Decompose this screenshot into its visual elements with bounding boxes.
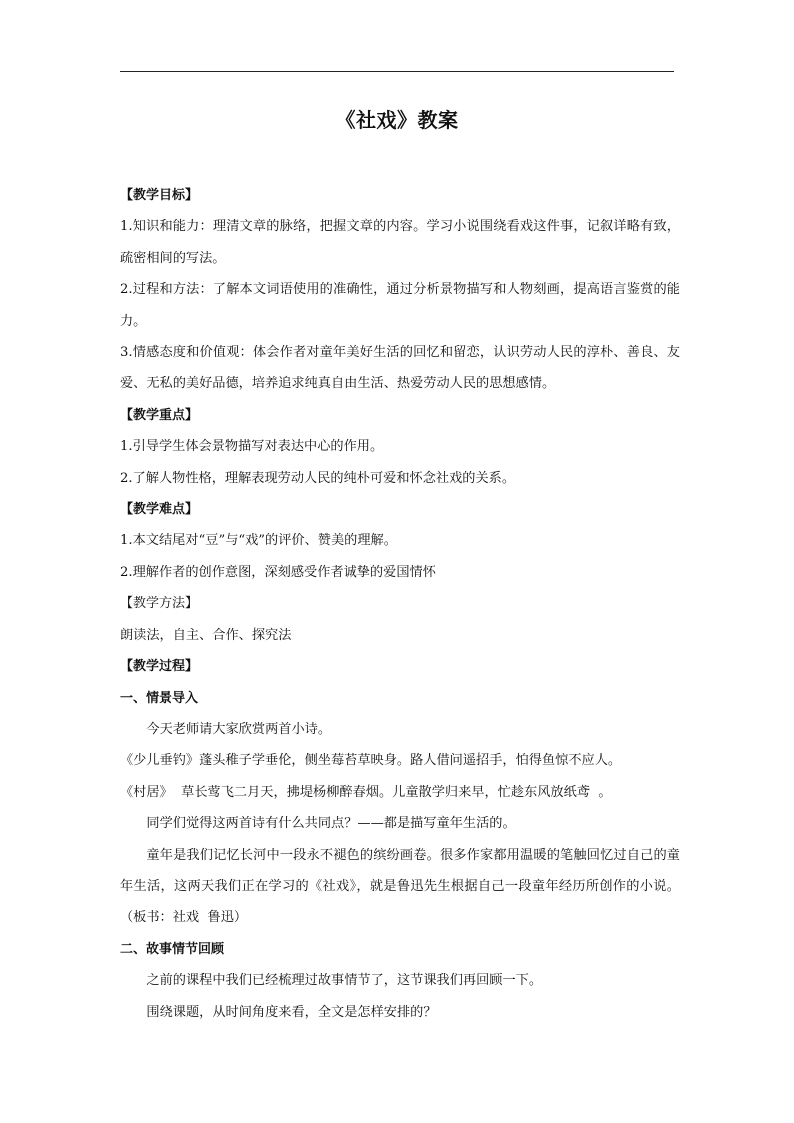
objective-item-3: 3.情感态度和价值观：体会作者对童年美好生活的回忆和留恋，认识劳动人民的淳朴、善良、友爱、无私的美好品德，培养追求纯真自由生活、热爱劳动人民的思想感情。 bbox=[120, 345, 680, 392]
methods-text: 朗读法，自主、合作、探究法 bbox=[120, 627, 292, 643]
difficulties-heading: 【教学难点】 bbox=[120, 502, 199, 518]
part2-line-1: 之前的课程中我们已经梳理过故事情节了，这节课我们再回顾一下。 bbox=[146, 973, 543, 989]
poem-2: 《村居》 草长莺飞二月天，拂堤杨柳醉春烟。儿童散学归来早，忙趁东风放纸鸢 。 bbox=[120, 784, 612, 800]
objective-item-1: 1.知识和能力：理清文章的脉络，把握文章的内容。学习小说围绕看戏这件事，记叙详略有致，疏密相间的写法。 bbox=[120, 219, 680, 266]
key-points-heading: 【教学重点】 bbox=[120, 407, 199, 423]
part2-line-2: 围绕课题，从时间角度来看，全文是怎样安排的？ bbox=[146, 1004, 437, 1020]
key-point-item-1: 1.引导学生体会景物描写对表达中心的作用。 bbox=[120, 439, 384, 455]
part1-question: 同学们觉得这两首诗有什么共同点？——都是描写童年生活的。 bbox=[146, 816, 516, 832]
key-point-item-2: 2.了解人物性格，理解表现劳动人民的纯朴可爱和怀念社戏的关系。 bbox=[120, 470, 516, 486]
document-body bbox=[120, 180, 680, 1028]
objectives-heading: 【教学目标】 bbox=[120, 188, 199, 203]
part1-heading: 一、情景导入 bbox=[120, 690, 199, 706]
methods-heading: 【教学方法】 bbox=[120, 596, 199, 612]
part1-intro: 今天老师请大家欣赏两首小诗。 bbox=[146, 721, 332, 737]
process-heading: 【教学过程】 bbox=[120, 659, 199, 675]
difficulty-item-2: 2.理解作者的创作意图，深刻感受作者诚挚的爱国情怀 bbox=[120, 564, 436, 580]
poem-1: 《少儿垂钓》蓬头稚子学垂伦，侧坐莓苔草映身。路人借问遥招手，怕得鱼惊不应人。 bbox=[120, 753, 622, 769]
header-rule bbox=[120, 71, 674, 72]
part2-heading: 二、故事情节回顾 bbox=[120, 941, 225, 957]
part1-paragraph: 童年是我们记忆长河中一段永不褪色的缤纷画卷。很多作家都用温暖的笔触回忆过自己的童年生活，这两天我们正在学习的《社戏》，就是鲁迅先生根据自己一段童年经历所创作的小说。（板书：社戏 鲁迅） bbox=[120, 847, 680, 926]
objective-item-2: 2.过程和方法：了解本文词语使用的准确性，通过分析景物描写和人物刻画，提高语言鉴赏的能力。 bbox=[120, 282, 680, 329]
page-title: 《社戏》教案 bbox=[335, 108, 459, 132]
difficulty-item-1: 1.本文结尾对“豆”与“戏”的评价、赞美的理解。 bbox=[120, 533, 397, 549]
